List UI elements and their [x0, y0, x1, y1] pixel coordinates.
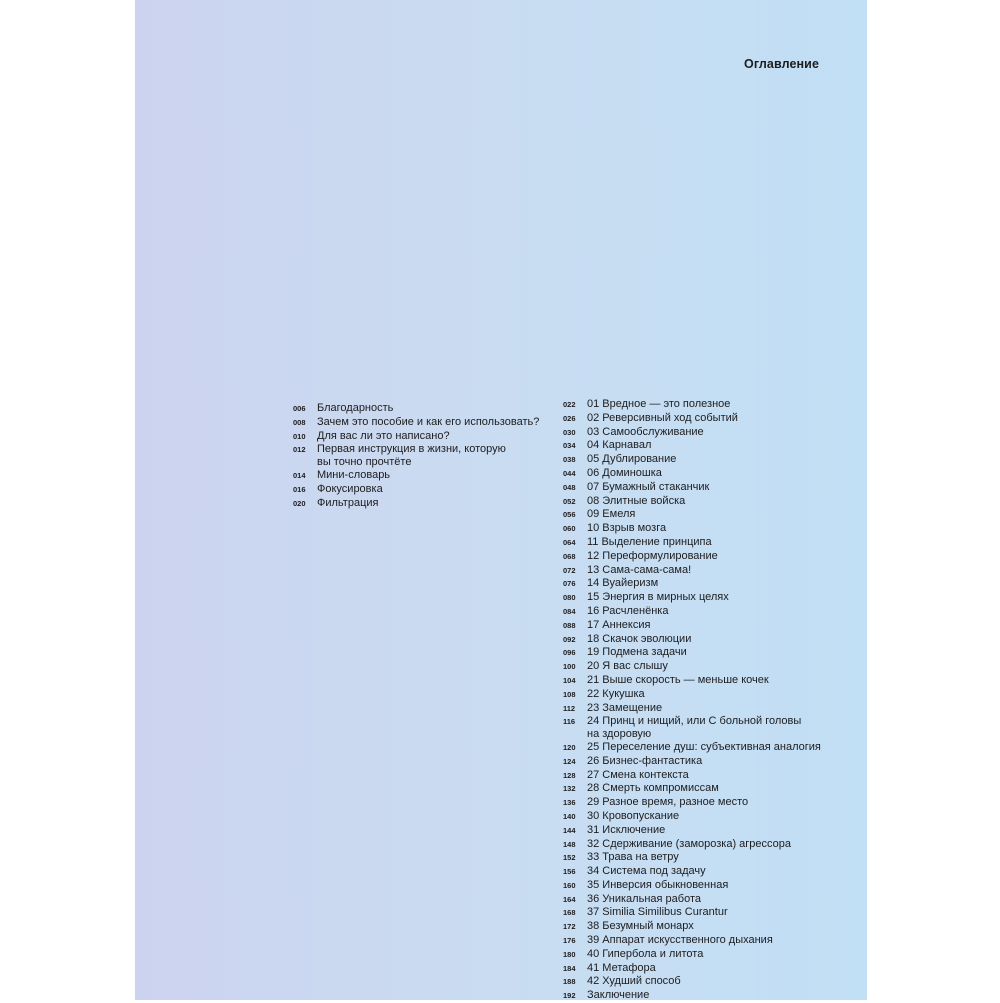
toc-entry [563, 522, 863, 536]
toc-page-number: 176 [563, 936, 576, 946]
toc-entry [293, 416, 553, 430]
toc-page-number: 034 [563, 441, 576, 451]
toc-entry [563, 646, 863, 660]
toc-entry [563, 453, 863, 467]
toc-entry-title: 14 Вуайеризм [587, 577, 659, 590]
toc-page-number: 192 [563, 991, 576, 1001]
toc-entry [563, 633, 863, 647]
toc-entry [293, 497, 553, 511]
toc-entry-title: 18 Скачок эволюции [587, 632, 692, 645]
toc-page-number: 008 [293, 417, 306, 427]
toc-page-number: 030 [563, 427, 576, 437]
toc-page-number: 014 [293, 470, 306, 480]
toc-page-number: 016 [293, 484, 306, 494]
toc-page-number: 124 [563, 756, 576, 766]
toc-page-number: 080 [563, 593, 576, 603]
toc-page-number: 060 [563, 524, 576, 534]
toc-entry [563, 481, 863, 495]
toc-page-number: 144 [563, 825, 576, 835]
toc-intro-list [293, 402, 553, 510]
page-title: Оглавление [744, 57, 819, 71]
toc-entry [563, 564, 863, 578]
toc-entry [563, 591, 863, 605]
toc-entry-title: 08 Элитные войска [587, 494, 686, 507]
toc-page-number: 076 [563, 579, 576, 589]
toc-entry-title: 27 Смена контекста [587, 768, 689, 781]
toc-entry [563, 769, 863, 783]
toc-page-number: 168 [563, 908, 576, 918]
toc-page-number: 052 [563, 496, 576, 506]
toc-page-number: 010 [293, 431, 306, 441]
toc-entry [563, 660, 863, 674]
toc-entry-title: Первая инструкция в жизни, которую вы точно прочтёте [317, 443, 506, 469]
toc-page-number: 112 [563, 703, 576, 713]
toc-entry-title: Заключение [587, 989, 650, 1002]
toc-entry-title: 13 Сама-сама-сама! [587, 563, 692, 576]
toc-page-number: 164 [563, 894, 576, 904]
toc-entry-title: Благодарность [317, 402, 394, 414]
toc-entry [563, 439, 863, 453]
toc-entry [563, 755, 863, 769]
toc-entry [563, 619, 863, 633]
toc-page-number: 156 [563, 867, 576, 877]
toc-entry [293, 402, 553, 416]
toc-entry [563, 426, 863, 440]
toc-entry-title: 04 Карнавал [587, 439, 652, 452]
toc-entry [563, 838, 863, 852]
toc-page-number: 108 [563, 689, 576, 699]
toc-entry [563, 948, 863, 962]
book-page [135, 0, 867, 1000]
toc-page-number: 160 [563, 880, 576, 890]
toc-entry-title: 40 Гипербола и литота [587, 947, 704, 960]
toc-entry [293, 483, 553, 497]
toc-page-number: 038 [563, 455, 576, 465]
toc-page-number: 184 [563, 963, 576, 973]
toc-entry-title: 15 Энергия в мирных целях [587, 591, 729, 604]
toc-page-number: 012 [293, 445, 306, 455]
toc-entry [563, 688, 863, 702]
toc-page-number: 152 [563, 853, 576, 863]
toc-page-number: 056 [563, 510, 576, 520]
toc-page-number: 020 [293, 498, 306, 508]
toc-entry [563, 906, 863, 920]
toc-entry [563, 851, 863, 865]
toc-entry-title: 19 Подмена задачи [587, 646, 687, 659]
toc-page-number: 120 [563, 742, 576, 752]
toc-entry-title: 05 Дублирование [587, 453, 677, 466]
toc-entry [563, 605, 863, 619]
toc-entry-title: Зачем это пособие и как его использовать? [317, 415, 540, 428]
toc-entry-title: 22 Кукушка [587, 687, 645, 700]
toc-entry-title: 20 Я вас слышу [587, 660, 668, 673]
toc-page-number: 044 [563, 468, 576, 478]
toc-page-number: 006 [293, 404, 306, 413]
toc-entry [563, 741, 863, 755]
toc-entry-title: 06 Доминошка [587, 466, 662, 479]
toc-entry-title: 32 Сдерживание (заморозка) агрессора [587, 837, 792, 850]
toc-entry-title: Для вас ли это написано? [317, 429, 450, 442]
toc-entry-title: 23 Замещение [587, 701, 663, 714]
toc-page-number: 128 [563, 770, 576, 780]
toc-entry [563, 702, 863, 716]
toc-entry-title: 21 Выше скорость — меньше кочек [587, 673, 769, 686]
toc-entry-title: Мини-словарь [317, 468, 391, 481]
toc-entry [563, 865, 863, 879]
toc-entry [563, 893, 863, 907]
toc-page-number: 116 [563, 717, 576, 727]
toc-entry [563, 577, 863, 591]
toc-entry [563, 975, 863, 989]
toc-page-number: 064 [563, 537, 576, 547]
toc-entry-title: 28 Смерть компромиссам [587, 782, 719, 795]
toc-page-number: 172 [563, 922, 576, 932]
toc-page-number: 068 [563, 551, 576, 561]
toc-page-number: 148 [563, 839, 576, 849]
toc-entry-title: 17 Аннексия [587, 618, 651, 631]
toc-entry-title: 34 Система под задачу [587, 865, 706, 878]
toc-entry [563, 796, 863, 810]
toc-entry-title: 10 Взрыв мозга [587, 522, 667, 535]
toc-entry-title: 25 Переселение душ: субъективная аналогия [587, 740, 821, 753]
toc-entry-title: 36 Уникальная работа [587, 892, 701, 905]
toc-entry-title: 37 Similia Similibus Curantur [587, 906, 728, 919]
toc-entry-title: 24 Принц и нищий, или С больной головы на здоровую [587, 715, 802, 741]
toc-entry-title: 39 Аппарат искусственного дыхания [587, 934, 773, 947]
toc-entry-title: 38 Безумный монарх [587, 920, 694, 933]
toc-chapter-list [563, 398, 863, 1003]
toc-entry-title: 30 Кровопускание [587, 809, 680, 822]
toc-page-number: 072 [563, 565, 576, 575]
toc-page-number: 188 [563, 977, 576, 987]
toc-entry [563, 879, 863, 893]
toc-entry-title: 29 Разное время, разное место [587, 796, 749, 809]
toc-page-number: 026 [563, 413, 576, 423]
toc-entry [563, 412, 863, 426]
toc-entry-title: 33 Трава на ветру [587, 851, 679, 864]
toc-page-number: 132 [563, 784, 576, 794]
toc-page-number: 088 [563, 620, 576, 630]
toc-page-number: 136 [563, 798, 576, 808]
toc-page-number: 048 [563, 482, 576, 492]
toc-entry [563, 398, 863, 412]
toc-entry [563, 782, 863, 796]
toc-entry-title: Фильтрация [317, 496, 379, 509]
toc-entry-title: Фокусировка [317, 482, 383, 495]
toc-page-number: 084 [563, 606, 576, 616]
toc-entry [563, 508, 863, 522]
toc-page-number: 096 [563, 648, 576, 658]
toc-entry [563, 674, 863, 688]
toc-entry [563, 962, 863, 976]
toc-entry [293, 443, 553, 469]
toc-entry-title: 03 Самообслуживание [587, 425, 704, 438]
toc-entry [293, 469, 553, 483]
toc-entry-title: 07 Бумажный стаканчик [587, 480, 710, 493]
toc-entry [563, 715, 863, 741]
toc-entry-title: 41 Метафора [587, 961, 656, 974]
toc-page-number: 140 [563, 811, 576, 821]
toc-page-number: 180 [563, 949, 576, 959]
toc-entry-title: 42 Худший способ [587, 975, 681, 988]
toc-entry [563, 810, 863, 824]
toc-page-number: 022 [563, 400, 576, 409]
toc-page-number: 104 [563, 675, 576, 685]
toc-page-number: 100 [563, 662, 576, 672]
toc-entry [563, 934, 863, 948]
toc-entry [563, 536, 863, 550]
toc-entry [293, 430, 553, 444]
toc-entry-title: 35 Инверсия обыкновенная [587, 878, 729, 891]
toc-entry-title: 16 Расчленёнка [587, 604, 669, 617]
toc-entry [563, 989, 863, 1003]
toc-page-number: 092 [563, 634, 576, 644]
toc-entry-title: 26 Бизнес-фантастика [587, 754, 703, 767]
toc-entry-title: 01 Вредное — это полезное [587, 398, 731, 410]
toc-entry-title: 12 Переформулирование [587, 549, 718, 562]
toc-entry-title: 31 Исключение [587, 823, 666, 836]
toc-entry [563, 495, 863, 509]
toc-entry [563, 920, 863, 934]
toc-entry-title: 02 Реверсивный ход событий [587, 411, 738, 424]
toc-entry-title: 11 Выделение принципа [587, 535, 712, 548]
toc-entry [563, 824, 863, 838]
toc-entry [563, 550, 863, 564]
toc-entry-title: 09 Емеля [587, 508, 636, 521]
toc-entry [563, 467, 863, 481]
